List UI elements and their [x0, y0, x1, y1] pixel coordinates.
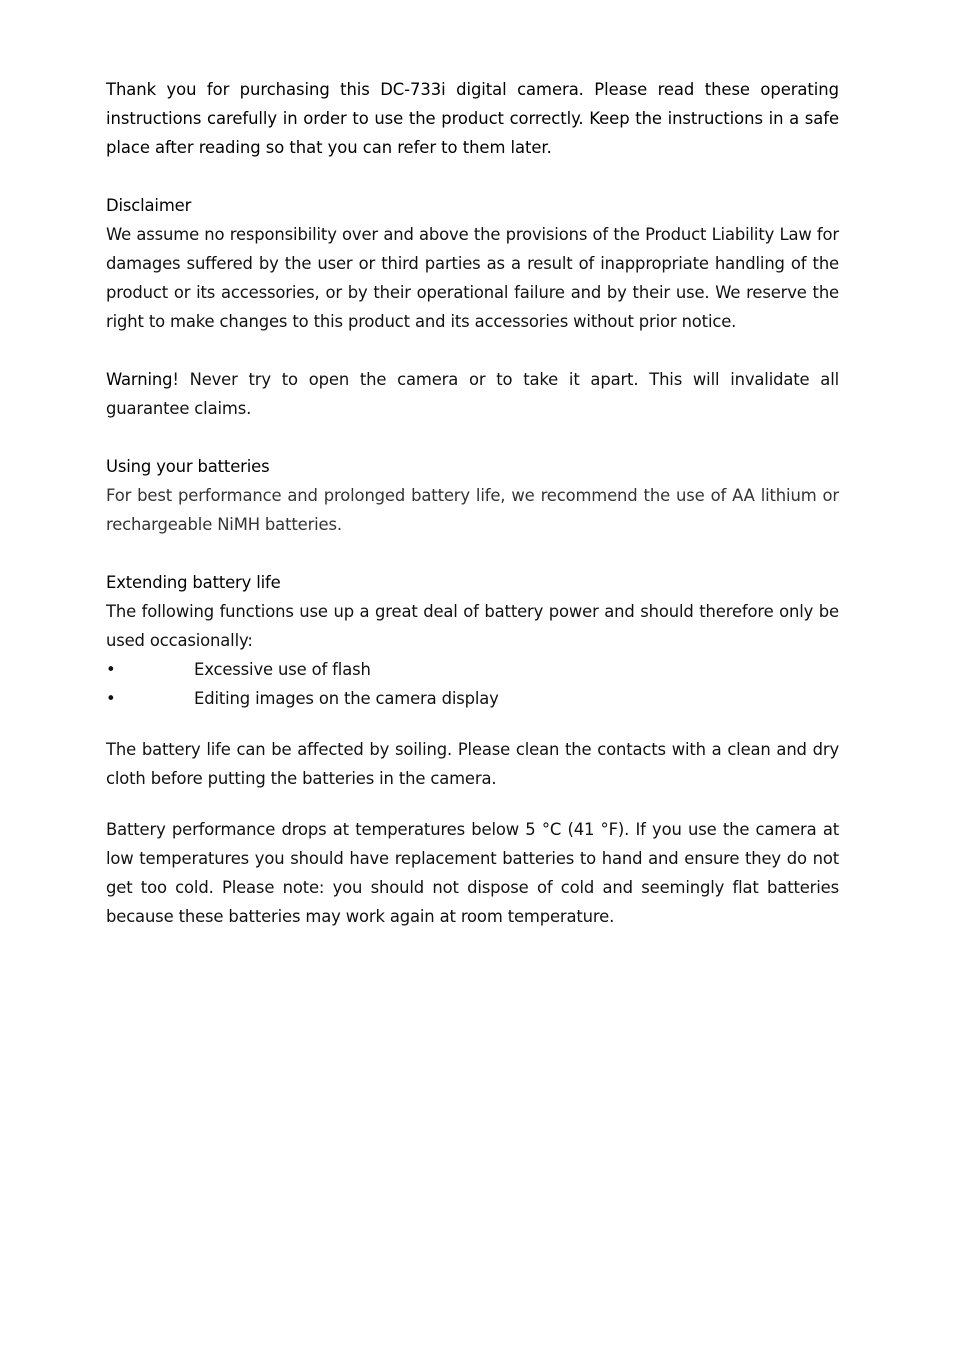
battery-functions-list	[106, 655, 839, 713]
section-spacer	[106, 336, 839, 365]
section-spacer	[106, 713, 839, 735]
extending-section	[106, 568, 839, 713]
bullet-icon: •	[106, 660, 116, 679]
soiling-paragraph: The battery life can be affected by soiling. Please clean the contacts with a clean and dry cloth before putting the batteries in the camera.	[106, 740, 839, 788]
batteries-paragraph: For best performance and prolonged battery life, we recommend the use of AA lithium or rechargeable NiMH batteries.	[106, 486, 839, 534]
list-item	[106, 655, 839, 684]
temperature-paragraph: Battery performance drops at temperatures below 5 °C (41 °F). If you use the camera at low temperatures you should have replacement batteries to hand and ensure they do not get too cold. Please note: you should not dispose of cold and seemingly flat batteries because these batteries may work again at room temperature.	[106, 820, 839, 926]
list-item	[106, 684, 839, 713]
warning-label: Warning	[106, 370, 173, 389]
warning-paragraph	[106, 365, 839, 423]
disclaimer-heading: Disclaimer	[106, 196, 192, 215]
list-item-text: Excessive use of flash	[194, 660, 371, 679]
list-item-text: Editing images on the camera display	[194, 689, 499, 708]
disclaimer-section	[106, 191, 839, 336]
section-spacer	[106, 539, 839, 568]
section-spacer	[106, 423, 839, 452]
warning-text: ! Never try to open the camera or to take it apart. This will invalidate all guarantee claims.	[106, 370, 839, 418]
batteries-section	[106, 452, 839, 539]
intro-paragraph: Thank you for purchasing this DC-733i digital camera. Please read these operating instructions carefully in order to use the product correctly. Keep the instructions in a safe place after reading so that you can refer to them later.	[106, 80, 839, 157]
bullet-icon: •	[106, 689, 116, 708]
batteries-heading: Using your batteries	[106, 457, 270, 476]
section-spacer	[106, 162, 839, 191]
extending-heading: Extending battery life	[106, 573, 281, 592]
manual-page	[106, 75, 839, 931]
extending-paragraph: The following functions use up a great deal of battery power and should therefore only be used occasionally:	[106, 602, 839, 650]
section-spacer	[106, 793, 839, 815]
disclaimer-paragraph: We assume no responsibility over and above the provisions of the Product Liability Law for damages suffered by the user or third parties as a result of inappropriate handling of the product or its accessories, or by their operational failure and by their use. We reserve the right to make changes to this product and its accessories without prior notice.	[106, 225, 839, 331]
